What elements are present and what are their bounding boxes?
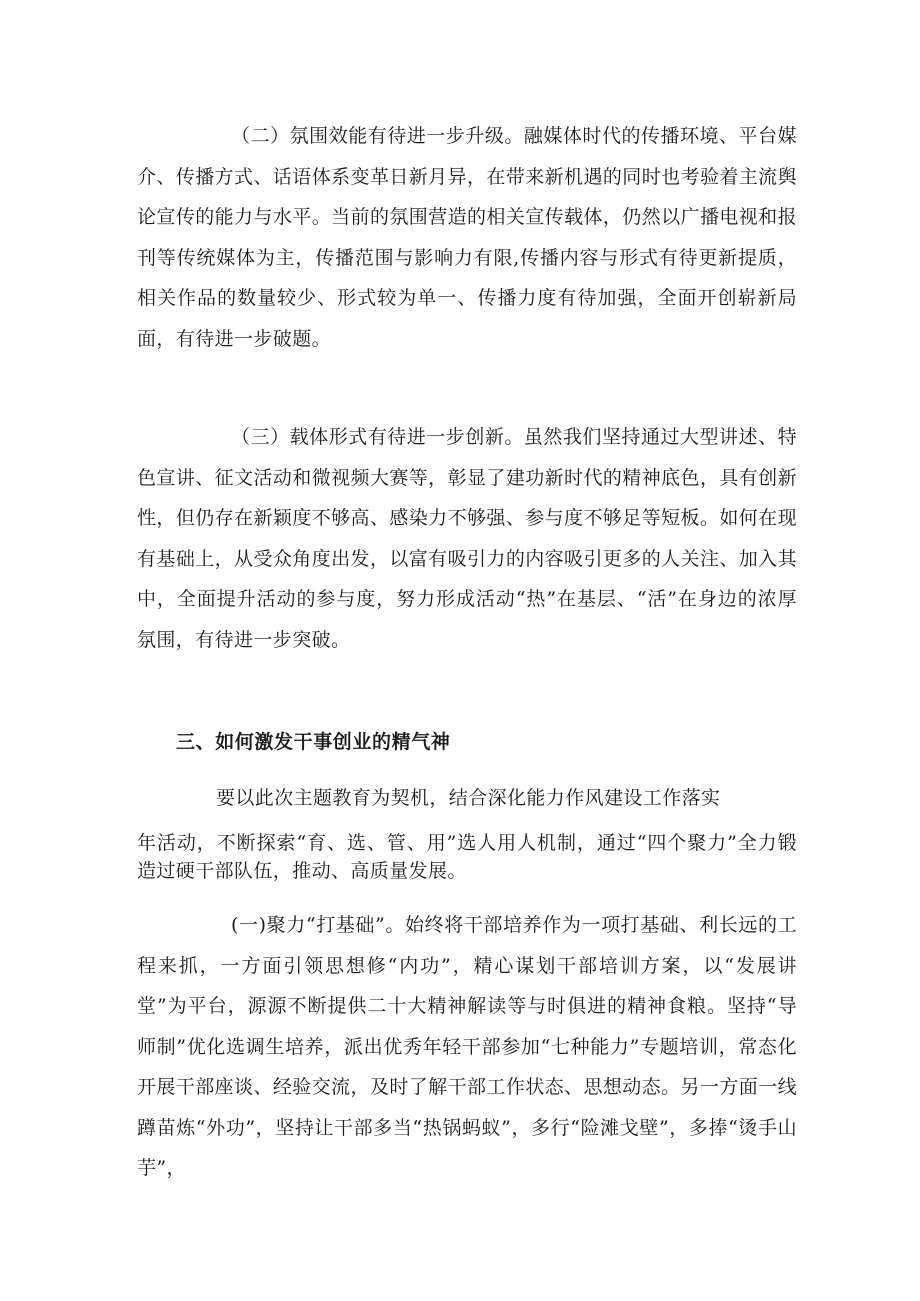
paragraph-text: （二）氛围效能有待进一步升级。融媒体时代的传播环境、平台媒介、传播方式、话语体系变革日新月异，在带来新机遇的同时也考验着主流舆论宣传的能力与水平。当前的氛围营造的相关宣传载体，仍然以广播电视和报刊等传统媒体为主，传播范围与影响力有限,传播内容与形式有待更新提质，相关作品的数量较少、形式较为单一、传播力度有待加强，全面开创崭新局面，有待进一步破题。 (137, 125, 797, 350)
paragraph-text: (一)聚力“打基础”。始终将干部培养作为一项打基础、利长远的工程来抓，一方面引领思想修“内功”，精心谋划干部培训方案，以“发展讲堂”为平台，源源不断提供二十大精神解读等与时俱进的精神食粮。坚持“导师制”优化选调生培养，派出优秀年轻干部参加“七种能力”专题培训，常态化开展干部座谈、经验交流，及时了解干部工作状态、思想动态。另一方面一线蹲苗炼“外功”，坚持让干部多当“热锅蚂蚁”，多行“险滩戈壁”，多捧“烫手山芋”， (137, 914, 797, 1179)
paragraph-text: （三）载体形式有待进一步创新。虽然我们坚持通过大型讲述、特色宣讲、征文活动和微视频大赛等，彰显了建功新时代的精神底色，具有创新性，但仍存在新颖度不够高、感染力不够强、参与度不够足等短板。如何在现有基础上，从受众角度出发，以富有吸引力的内容吸引更多的人关注、加入其中，全面提升活动的参与度，努力形成活动“热”在基层、“活”在身边的浓厚氛围，有待进一步突破。 (137, 426, 797, 651)
paragraph-atmosphere-effectiveness (137, 116, 797, 359)
paragraph-build-foundation (137, 905, 797, 1189)
section-heading: 三、如何激发干事创业的精气神 (176, 731, 451, 753)
intro-line-continued: 年活动，不断探索“育、选、管、用”选人用人机制，通过“四个聚力”全力锻造过硬干部队伍，推动、高质量发展。 (137, 832, 797, 882)
paragraph-carrier-innovation (137, 417, 797, 660)
intro-line-first: 要以此次主题教育为契机，结合深化能力作风建设工作落实 (216, 787, 721, 809)
